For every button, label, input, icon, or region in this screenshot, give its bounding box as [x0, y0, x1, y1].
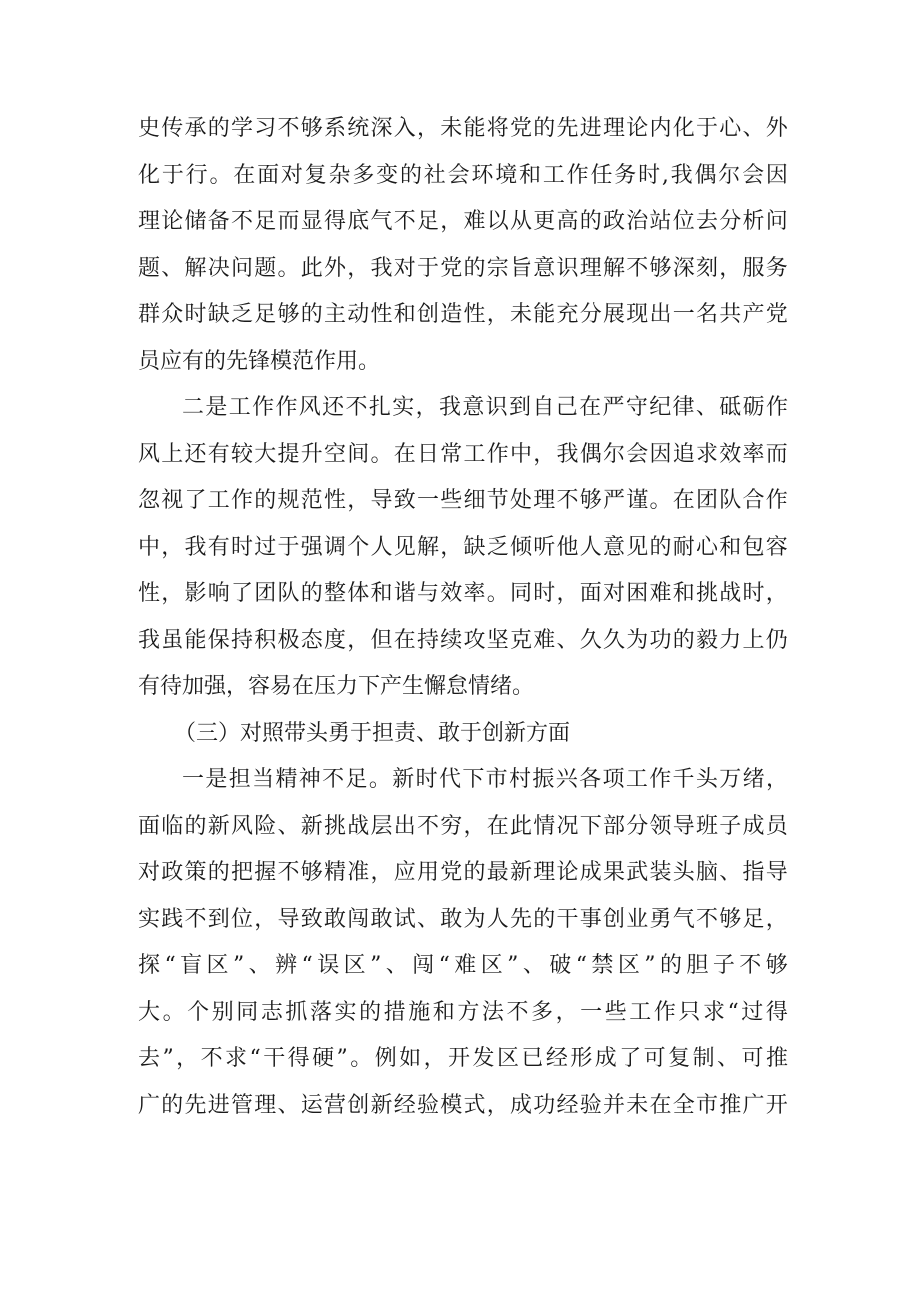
text-line: 我 虽 能 保 持 积 极 态 度 ， 但 在 持 续 攻 坚 克 难 、 久 久 为 功 的 毅 力 上 仍 [138, 627, 788, 653]
text-line: 群 众 时 缺 乏 足 够 的 主 动 性 和 创 造 性 ， 未 能 充 分 展 现 出 一 名 共 产 党 [138, 302, 788, 327]
text-line: 探 “ 盲 区 ” 、 辨 “ 误 区 ” 、 闯 “ 难 区 ” 、 破 “ 禁 区 ” 的 胆 子 不 够 [138, 953, 788, 978]
text-line: 实 践 不 到 位 ， 导 致 敢 闯 敢 试 、 敢 为 人 先 的 干 事 创 业 勇 气 不 够 足 ， [138, 906, 788, 932]
paragraph-start-line: 二 是 工 作 作 风 还 不 扎 实 ， 我 意 识 到 自 己 在 严 守 纪 律 、 砥 砺 作 [182, 395, 788, 420]
text-line: 化 于 行 。 在 面 对 复 杂 多 变 的 社 会 环 境 和 工 作 任 务 时 , 我 偶 尔 会 因 [138, 162, 788, 188]
text-line: 有待加强，容易在压力下产生懈怠情绪。 [138, 674, 535, 699]
text-line: 去 ” ， 不 求 “ 干 得 硬 ” 。 例 如 ， 开 发 区 已 经 形 成 了 可 复 制 、 可 推 [138, 1046, 788, 1071]
text-line: 对 政 策 的 把 握 不 够 精 准 ， 应 用 党 的 最 新 理 论 成 果 武 装 头 脑 、 指 导 [138, 860, 788, 885]
text-line: 忽 视 了 工 作 的 规 范 性 ， 导 致 一 些 细 节 处 理 不 够 严 谨 。 在 团 队 合 作 [138, 488, 788, 513]
text-line: 员应有的先锋模范作用。 [138, 348, 381, 374]
body-text [138, 106, 788, 1129]
text-line: 广 的 先 进 管 理 、 运 营 创 新 经 验 模 式 ， 成 功 经 验 并 未 在 全 市 推 广 开 [138, 1092, 788, 1118]
text-line: 性 ， 影 响 了 团 队 的 整 体 和 谐 与 效 率 。 同 时 ， 面 对 困 难 和 挑 战 时 ， [138, 581, 788, 606]
paragraph-start-line: 一 是 担 当 精 神 不 足 。 新 时 代 下 市 村 振 兴 各 项 工 作 千 头 万 绪 ， [182, 767, 788, 792]
text-line: 大 。 个 别 同 志 抓 落 实 的 措 施 和 方 法 不 多 ， 一 些 工 作 只 求 “ 过 得 [138, 999, 788, 1025]
section-heading: （三）对照带头勇于担责、敢于创新方面 [174, 720, 571, 746]
text-line: 中 ， 我 有 时 过 于 强 调 个 人 见 解 ， 缺 乏 倾 听 他 人 意 见 的 耐 心 和 包 容 [138, 534, 788, 560]
text-line: 面 临 的 新 风 险 、 新 挑 战 层 出 不 穷 ， 在 此 情 况 下 部 分 领 导 班 子 成 员 [138, 813, 788, 839]
text-line: 风 上 还 有 较 大 提 升 空 间 。 在 日 常 工 作 中 ， 我 偶 尔 会 因 追 求 效 率 而 [138, 441, 788, 467]
text-line: 题 、 解 决 问 题 。 此 外 ， 我 对 于 党 的 宗 旨 意 识 理 解 不 够 深 刻 ， 服 务 [138, 255, 788, 281]
text-line: 史 传 承 的 学 习 不 够 系 统 深 入 ， 未 能 将 党 的 先 进 理 论 内 化 于 心 、 外 [138, 116, 788, 141]
text-line: 理 论 储 备 不 足 而 显 得 底 气 不 足 ， 难 以 从 更 高 的 政 治 站 位 去 分 析 问 [138, 209, 788, 234]
